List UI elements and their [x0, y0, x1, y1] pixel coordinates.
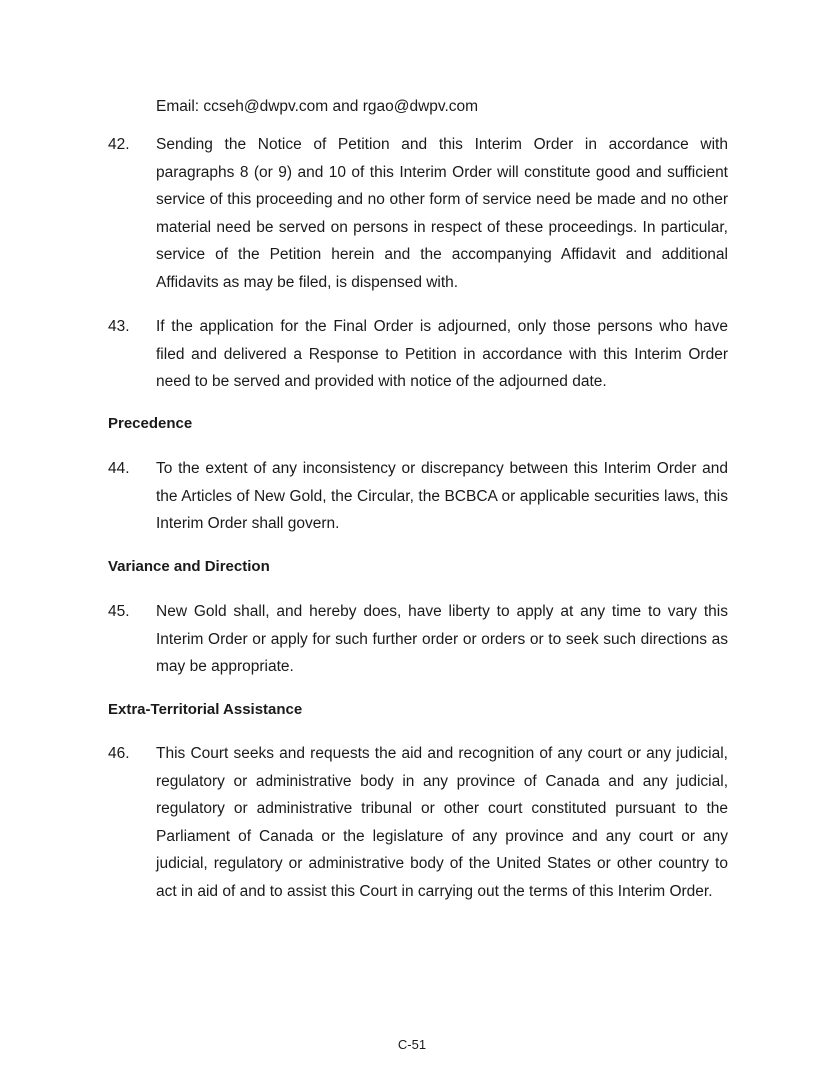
paragraph-45 [108, 598, 728, 681]
paragraph-46 [108, 740, 728, 905]
page-number: C-51 [397, 1037, 427, 1052]
paragraph-number: 44. [108, 460, 130, 477]
paragraph-number: 45. [108, 603, 130, 620]
paragraph-number: 43. [108, 318, 130, 335]
paragraph-text: To the extent of any inconsistency or discrepancy between this Interim Order and the Articles of New Gold, the Circular, the BCBCA or applicable securities laws, this Interim Order shall govern. [156, 460, 728, 532]
paragraph-number: 46. [108, 745, 130, 762]
heading-extra-territorial: Extra-Territorial Assistance [108, 701, 303, 718]
paragraph-text: New Gold shall, and hereby does, have liberty to apply at any time to vary this Interim Order or apply for such further order or orders or to seek such directions as may be appropriate. [156, 603, 728, 675]
heading-precedence: Precedence [108, 415, 193, 432]
paragraph-42 [108, 131, 728, 296]
paragraph-text: If the application for the Final Order is adjourned, only those persons who have filed and delivered a Response to Petition in accordance with this Interim Order need to be served and provided with notice of the adjourned date. [156, 318, 728, 390]
paragraph-43 [108, 313, 728, 396]
heading-variance-direction: Variance and Direction [108, 558, 270, 575]
email-line: Email: ccseh@dwpv.com and rgao@dwpv.com [156, 98, 479, 115]
paragraph-number: 42. [108, 136, 130, 153]
paragraph-text: This Court seeks and requests the aid and recognition of any court or any judicial, regulatory or administrative body in any province of Canada and any judicial, regulatory or administrative tribunal or other court constituted pursuant to the Parliament of Canada or the legislature of any province and any court or any judicial, regulatory or administrative body of the United States or other country to act in aid of and to assist this Court in carrying out the terms of this Interim Order. [156, 745, 728, 900]
paragraph-text: Sending the Notice of Petition and this Interim Order in accordance with paragraphs 8 (or 9) and 10 of this Interim Order will constitute good and sufficient service of this proceeding and no other form of service need be made and no other material need be served on persons in respect of these proceedings. In particular, service of the Petition herein and the accompanying Affidavit and additional Affidavits as may be filed, is dispensed with. [156, 136, 728, 291]
paragraph-44 [108, 455, 728, 538]
